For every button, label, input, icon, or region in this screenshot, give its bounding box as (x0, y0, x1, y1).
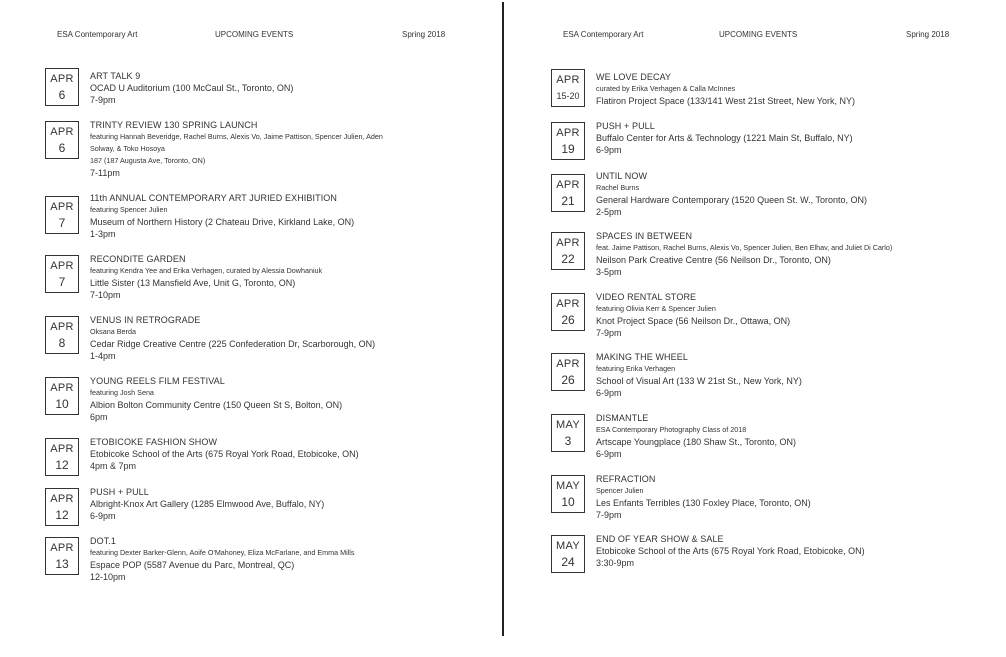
event-subtitle: feat. Jaime Pattison, Rachel Burns, Alexis Vo, Spencer Julien, Ben Elhav, and Juliet Di Carlo) (596, 243, 893, 252)
event-date-box (551, 535, 585, 573)
season-label: Spring 2018 (402, 30, 446, 39)
event-month: MAY (556, 540, 580, 552)
event-title: UNTIL NOW (596, 171, 648, 181)
event-venue: Etobicoke School of the Arts (675 Royal York Road, Etobicoke, ON) (90, 449, 359, 459)
event-venue: Cedar Ridge Creative Centre (225 Confederation Dr, Scarborough, ON) (90, 339, 376, 349)
event-date-box (551, 69, 585, 107)
event-title: 11th ANNUAL CONTEMPORARY ART JURIED EXHIBITION (90, 193, 337, 203)
event-details (596, 120, 1006, 156)
event-subtitle: Spencer Julien (596, 486, 644, 495)
event-venue: Espace POP (5587 Avenue du Parc, Montreal, QC) (90, 560, 295, 570)
event-title: VIDEO RENTAL STORE (596, 292, 697, 302)
event-details (596, 291, 1006, 339)
season-label: Spring 2018 (906, 30, 950, 39)
event-month: APR (556, 298, 580, 310)
event-time: 4pm & 7pm (90, 461, 137, 471)
event-day: 7 (58, 275, 66, 289)
event-time: 1-3pm (90, 229, 116, 239)
event-month: APR (556, 74, 580, 86)
event-month: APR (556, 179, 580, 191)
event-venue: Flatiron Project Space (133/141 West 21st Street, New York, NY) (596, 96, 855, 106)
event-title: ART TALK 9 (90, 71, 141, 81)
event-day: 21 (561, 194, 575, 208)
event-time: 6-9pm (596, 449, 622, 459)
event-title: DOT.1 (90, 536, 117, 546)
event-item (551, 291, 1006, 351)
page-header (0, 30, 503, 42)
org-name: ESA Contemporary Art (57, 30, 138, 39)
event-month: APR (50, 321, 74, 333)
event-item (551, 351, 1006, 411)
event-day: 10 (561, 495, 575, 509)
event-month: APR (556, 358, 580, 370)
event-date-box (551, 122, 585, 160)
event-venue: Buffalo Center for Arts & Technology (1221 Main St, Buffalo, NY) (596, 133, 853, 143)
event-title: PUSH + PULL (90, 487, 149, 497)
event-day: 12 (55, 458, 69, 472)
event-title: SPACES IN BETWEEN (596, 231, 693, 241)
event-month: APR (50, 201, 74, 213)
event-date-box (551, 414, 585, 452)
event-venue: Neilson Park Creative Centre (56 Neilson Dr., Toronto, ON) (596, 255, 831, 265)
right-page (503, 0, 1006, 657)
event-day: 24 (561, 555, 575, 569)
event-day: 12 (55, 508, 69, 522)
event-time: 2-5pm (596, 207, 622, 217)
event-day: 6 (58, 88, 66, 102)
event-time: 6-9pm (596, 388, 622, 398)
event-day: 3 (564, 434, 572, 448)
event-item (551, 170, 1006, 230)
event-month: APR (50, 493, 74, 505)
event-day: 10 (55, 397, 69, 411)
event-subtitle: Solway, & Toko Hosoya (90, 144, 165, 153)
event-details (90, 192, 530, 240)
event-subtitle: curated by Erika Verhagen & Calla McInnes (596, 84, 736, 93)
event-title: PUSH + PULL (596, 121, 655, 131)
event-venue: Etobicoke School of the Arts (675 Royal York Road, Etobicoke, ON) (596, 546, 865, 556)
event-month: MAY (556, 419, 580, 431)
event-item (45, 535, 525, 595)
event-subtitle: 187 (187 Augusta Ave, Toronto, ON) (90, 156, 206, 165)
event-subtitle: Oksana Berda (90, 327, 136, 336)
event-details (596, 170, 1006, 218)
event-item (45, 375, 525, 435)
event-day: 26 (561, 313, 575, 327)
event-venue: General Hardware Contemporary (1520 Queen St. W., Toronto, ON) (596, 195, 867, 205)
event-date-box (45, 316, 79, 354)
event-subtitle: featuring Hannah Beveridge, Rachel Burns, Alexis Vo, Jaime Pattison, Spencer Julien, Aden (90, 132, 383, 141)
event-date-box (551, 232, 585, 270)
event-details (90, 486, 530, 522)
page-header (503, 30, 1006, 42)
event-subtitle: ESA Contemporary Photography Class of 2018 (596, 425, 747, 434)
event-day: 19 (561, 142, 575, 156)
event-month: APR (50, 73, 74, 85)
event-title: END OF YEAR SHOW & SALE (596, 534, 724, 544)
event-title: MAKING THE WHEEL (596, 352, 688, 362)
event-title: VENUS IN RETROGRADE (90, 315, 201, 325)
event-date-box (45, 196, 79, 234)
event-title: REFRACTION (596, 474, 656, 484)
event-subtitle: featuring Spencer Julien (90, 205, 168, 214)
event-details (596, 533, 1006, 569)
event-item (45, 119, 525, 179)
event-month: APR (556, 237, 580, 249)
event-time: 6pm (90, 412, 108, 422)
event-venue: Knot Project Space (56 Neilson Dr., Ottawa, ON) (596, 316, 791, 326)
event-day: 26 (561, 373, 575, 387)
event-details (90, 436, 530, 472)
event-day: 13 (55, 557, 69, 571)
event-title: TRINTY REVIEW 130 SPRING LAUNCH (90, 120, 258, 130)
event-time: 1-4pm (90, 351, 116, 361)
event-subtitle: Rachel Burns (596, 183, 640, 192)
event-time: 12-10pm (90, 572, 126, 582)
event-item (551, 473, 1006, 533)
event-title: DISMANTLE (596, 413, 649, 423)
event-venue: Little Sister (13 Mansfield Ave, Unit G, Toronto, ON) (90, 278, 296, 288)
event-details (596, 71, 1006, 107)
event-time: 6-9pm (596, 145, 622, 155)
event-time: 7-9pm (596, 510, 622, 520)
event-month: APR (50, 260, 74, 272)
event-details (90, 535, 530, 583)
event-title: YOUNG REELS FILM FESTIVAL (90, 376, 225, 386)
event-item (45, 314, 525, 374)
event-date-box (45, 377, 79, 415)
event-details (596, 230, 1006, 278)
event-subtitle: featuring Dexter Barker-Glenn, Aoife O'Mahoney, Eliza McFarlane, and Emma Mills (90, 548, 355, 557)
event-details (90, 70, 530, 106)
event-date-box (45, 438, 79, 476)
event-details (90, 253, 530, 301)
event-time: 7-10pm (90, 290, 121, 300)
event-date-box (551, 293, 585, 331)
event-details (90, 119, 530, 179)
event-venue: OCAD U Auditorium (100 McCaul St., Toronto, ON) (90, 83, 294, 93)
event-details (90, 314, 530, 362)
event-date-box (45, 537, 79, 575)
event-time: 7-11pm (90, 168, 120, 178)
event-time: 6-9pm (90, 511, 116, 521)
event-day: 6 (58, 141, 66, 155)
event-time: 3:30-9pm (596, 558, 635, 568)
event-date-box (45, 488, 79, 526)
event-title: ETOBICOKE FASHION SHOW (90, 437, 218, 447)
event-month: APR (556, 127, 580, 139)
event-subtitle: featuring Josh Sena (90, 388, 154, 397)
event-month: APR (50, 542, 74, 554)
event-item (551, 412, 1006, 472)
page-heading: UPCOMING EVENTS (215, 30, 294, 39)
event-month: APR (50, 126, 74, 138)
event-item (551, 533, 1006, 593)
event-date-box (551, 174, 585, 212)
event-date-box (551, 475, 585, 513)
event-date-box (45, 255, 79, 293)
event-day: 8 (58, 336, 66, 350)
event-time: 7-9pm (90, 95, 116, 105)
event-subtitle: featuring Olivia Kerr & Spencer Julien (596, 304, 716, 313)
event-item (45, 253, 525, 313)
org-name: ESA Contemporary Art (563, 30, 644, 39)
event-item (551, 230, 1006, 290)
event-venue: Artscape Youngplace (180 Shaw St., Toronto, ON) (596, 437, 796, 447)
event-item (45, 192, 525, 252)
event-title: RECONDITE GARDEN (90, 254, 186, 264)
event-month: APR (50, 382, 74, 394)
event-subtitle: featuring Erika Verhagen (596, 364, 676, 373)
event-title: WE LOVE DECAY (596, 72, 672, 82)
event-time: 7-9pm (596, 328, 622, 338)
event-venue: Les Enfants Terribles (130 Foxley Place, Toronto, ON) (596, 498, 811, 508)
event-month: APR (50, 443, 74, 455)
event-day: 22 (561, 252, 575, 266)
event-date-box (45, 121, 79, 159)
event-venue: Museum of Northern History (2 Chateau Drive, Kirkland Lake, ON) (90, 217, 355, 227)
event-day: 15-20 (556, 91, 580, 101)
event-details (90, 375, 530, 423)
event-date-box (551, 353, 585, 391)
event-details (596, 473, 1006, 521)
event-time: 3-5pm (596, 267, 622, 277)
event-venue: Albion Bolton Community Centre (150 Queen St S, Bolton, ON) (90, 400, 343, 410)
event-month: MAY (556, 480, 580, 492)
event-details (596, 351, 1006, 399)
page-heading: UPCOMING EVENTS (719, 30, 798, 39)
event-day: 7 (58, 216, 66, 230)
event-venue: School of Visual Art (133 W 21st St., New York, NY) (596, 376, 802, 386)
event-date-box (45, 68, 79, 106)
event-venue: Albright-Knox Art Gallery (1285 Elmwood Ave, Buffalo, NY) (90, 499, 325, 509)
event-details (596, 412, 1006, 460)
event-subtitle: featuring Kendra Yee and Erika Verhagen, curated by Alessia Dowhaniuk (90, 266, 323, 275)
